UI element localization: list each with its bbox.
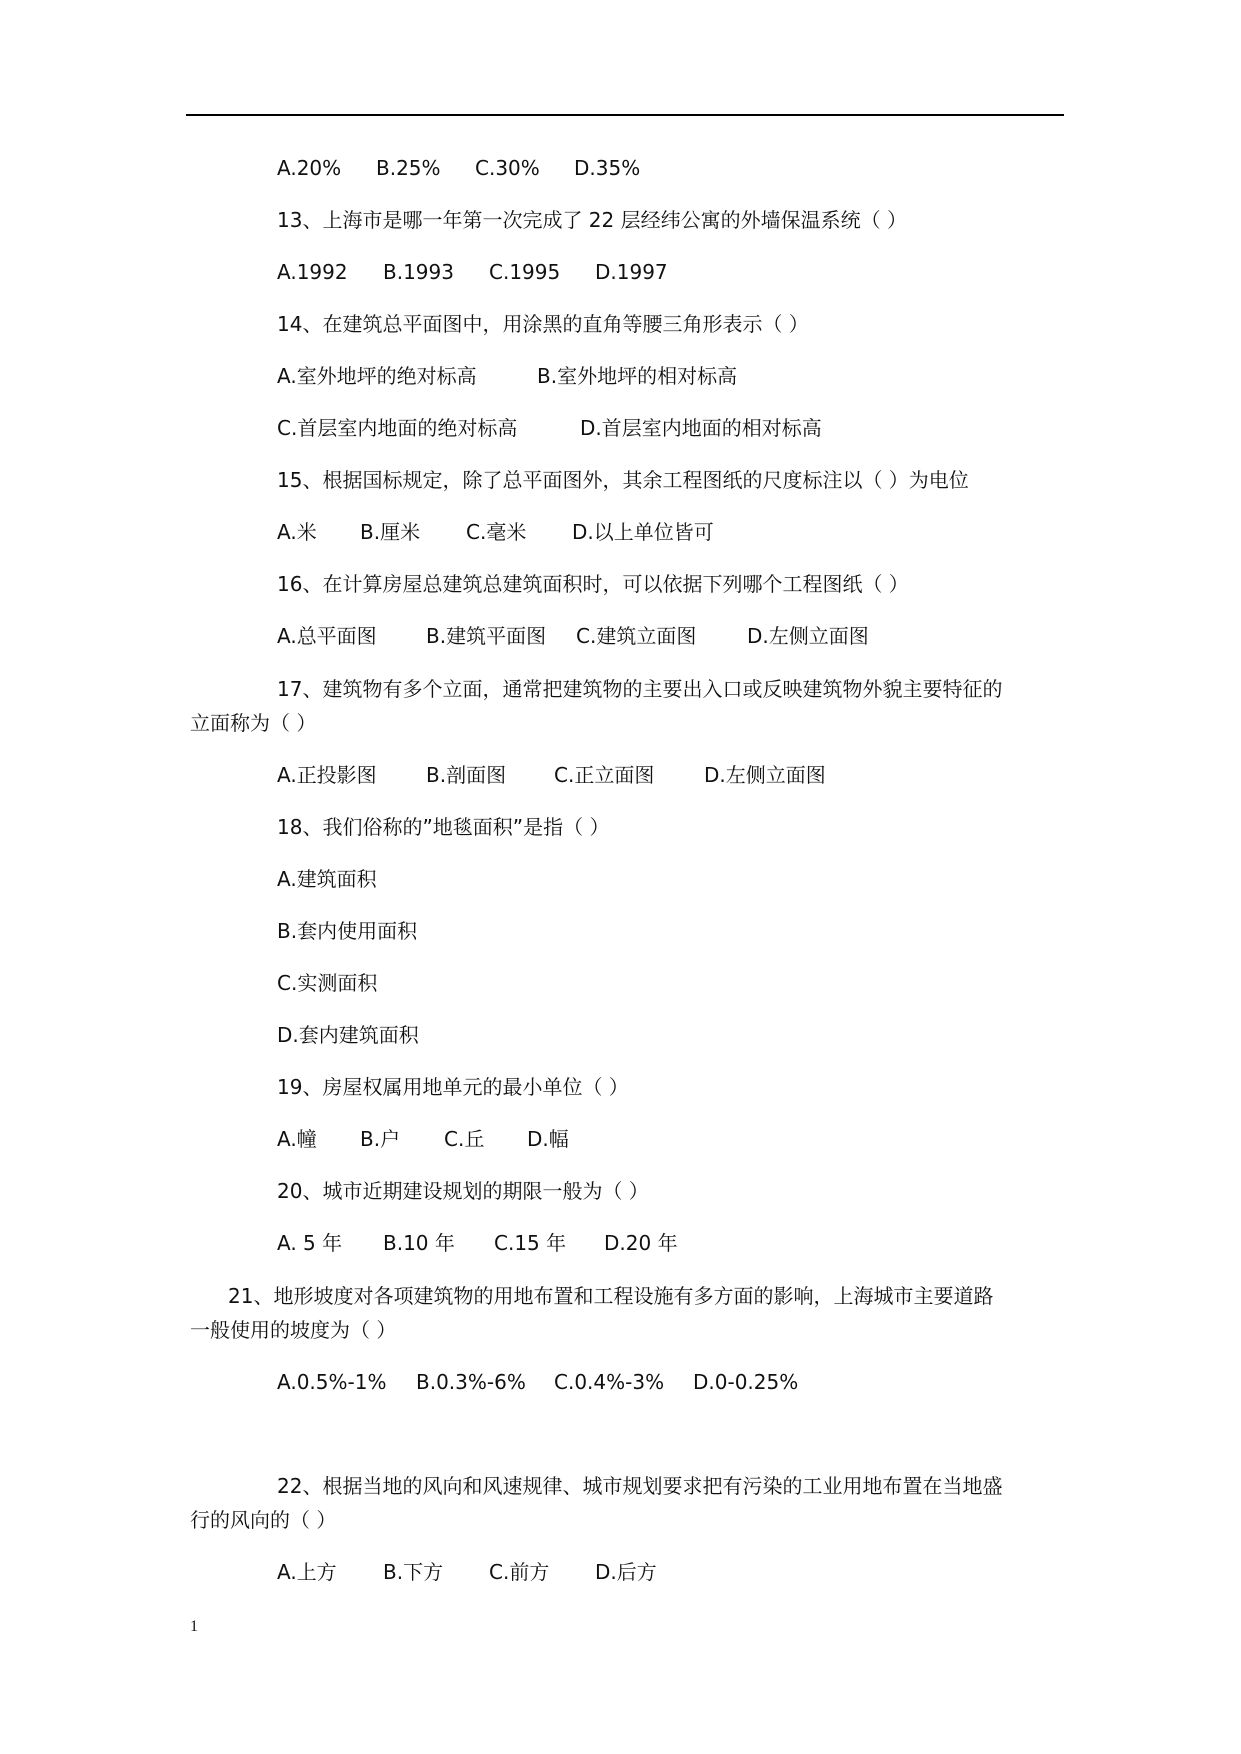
q13-question: 13、上海市是哪一年第一次完成了 22 层经纬公寓的外墙保温系统（ ） <box>277 208 907 232</box>
q19-question: 19、房屋权属用地单元的最小单位（ ） <box>277 1075 629 1099</box>
q18-option-a: A.建筑面积 <box>277 867 377 891</box>
q22-question-line1: 22、根据当地的风向和风速规律、城市规划要求把有污染的工业用地布置在当地盛 <box>277 1474 1003 1498</box>
q12-option-d: D.35% <box>574 156 641 180</box>
q20-option-a: A. 5 年 <box>277 1231 343 1255</box>
q17-option-b: B.剖面图 <box>426 763 507 787</box>
q14-option-c: C.首层室内地面的绝对标高 <box>277 416 518 440</box>
q22-option-c: C.前方 <box>489 1560 550 1584</box>
q20-option-d: D.20 年 <box>604 1231 678 1255</box>
q15-option-d: D.以上单位皆可 <box>572 520 714 544</box>
q16-option-c: C.建筑立面图 <box>576 624 697 648</box>
q13-option-d: D.1997 <box>595 260 668 284</box>
q18-option-c: C.实测面积 <box>277 971 378 995</box>
q22-question-line2: 行的风向的（ ） <box>190 1508 337 1532</box>
q22-option-b: B.下方 <box>383 1560 444 1584</box>
q19-option-d: D.幅 <box>527 1127 569 1151</box>
q14-option-d: D.首层室内地面的相对标高 <box>580 416 822 440</box>
q12-option-c: C.30% <box>475 156 540 180</box>
q21-question-line1: 21、地形坡度对各项建筑物的用地布置和工程设施有多方面的影响，上海城市主要道路 <box>228 1284 994 1308</box>
q22-option-d: D.后方 <box>595 1560 657 1584</box>
page-number: 1 <box>190 1618 198 1635</box>
header-rule <box>186 114 1064 116</box>
q15-question: 15、根据国标规定，除了总平面图外，其余工程图纸的尺度标注以（ ）为电位 <box>277 468 969 492</box>
q22-option-a: A.上方 <box>277 1560 337 1584</box>
q18-option-d: D.套内建筑面积 <box>277 1023 419 1047</box>
q13-option-b: B.1993 <box>383 260 454 284</box>
q12-option-a: A.20% <box>277 156 342 180</box>
q21-question-line2: 一般使用的坡度为（ ） <box>190 1318 397 1342</box>
q15-option-a: A.米 <box>277 520 317 544</box>
q17-option-c: C.正立面图 <box>554 763 655 787</box>
q13-option-a: A.1992 <box>277 260 348 284</box>
q14-option-b: B.室外地坪的相对标高 <box>537 364 738 388</box>
q14-question: 14、在建筑总平面图中，用涂黑的直角等腰三角形表示（ ） <box>277 312 809 336</box>
q18-question: 18、我们俗称的”地毯面积”是指（ ） <box>277 815 610 839</box>
q20-option-c: C.15 年 <box>494 1231 567 1255</box>
q21-option-c: C.0.4%-3% <box>554 1370 665 1394</box>
q16-option-d: D.左侧立面图 <box>747 624 869 648</box>
q21-option-a: A.0.5%-1% <box>277 1370 387 1394</box>
q17-option-d: D.左侧立面图 <box>704 763 826 787</box>
q16-option-b: B.建筑平面图 <box>426 624 547 648</box>
q15-option-b: B.厘米 <box>360 520 421 544</box>
q20-question: 20、城市近期建设规划的期限一般为（ ） <box>277 1179 649 1203</box>
q13-option-c: C.1995 <box>489 260 561 284</box>
q19-option-a: A.幢 <box>277 1127 317 1151</box>
q17-option-a: A.正投影图 <box>277 763 377 787</box>
q17-question-line2: 立面称为（ ） <box>190 711 317 735</box>
q14-option-a: A.室外地坪的绝对标高 <box>277 364 477 388</box>
q20-option-b: B.10 年 <box>383 1231 455 1255</box>
q16-option-a: A.总平面图 <box>277 624 377 648</box>
q21-option-d: D.0-0.25% <box>693 1370 799 1394</box>
q19-option-b: B.户 <box>360 1127 401 1151</box>
q21-option-b: B.0.3%-6% <box>416 1370 526 1394</box>
q18-option-b: B.套内使用面积 <box>277 919 418 943</box>
q12-option-b: B.25% <box>376 156 441 180</box>
q16-question: 16、在计算房屋总建筑总建筑面积时，可以依据下列哪个工程图纸（ ） <box>277 572 909 596</box>
q19-option-c: C.丘 <box>444 1127 485 1151</box>
q15-option-c: C.毫米 <box>466 520 527 544</box>
q17-question-line1: 17、建筑物有多个立面，通常把建筑物的主要出入口或反映建筑物外貌主要特征的 <box>277 677 1003 701</box>
